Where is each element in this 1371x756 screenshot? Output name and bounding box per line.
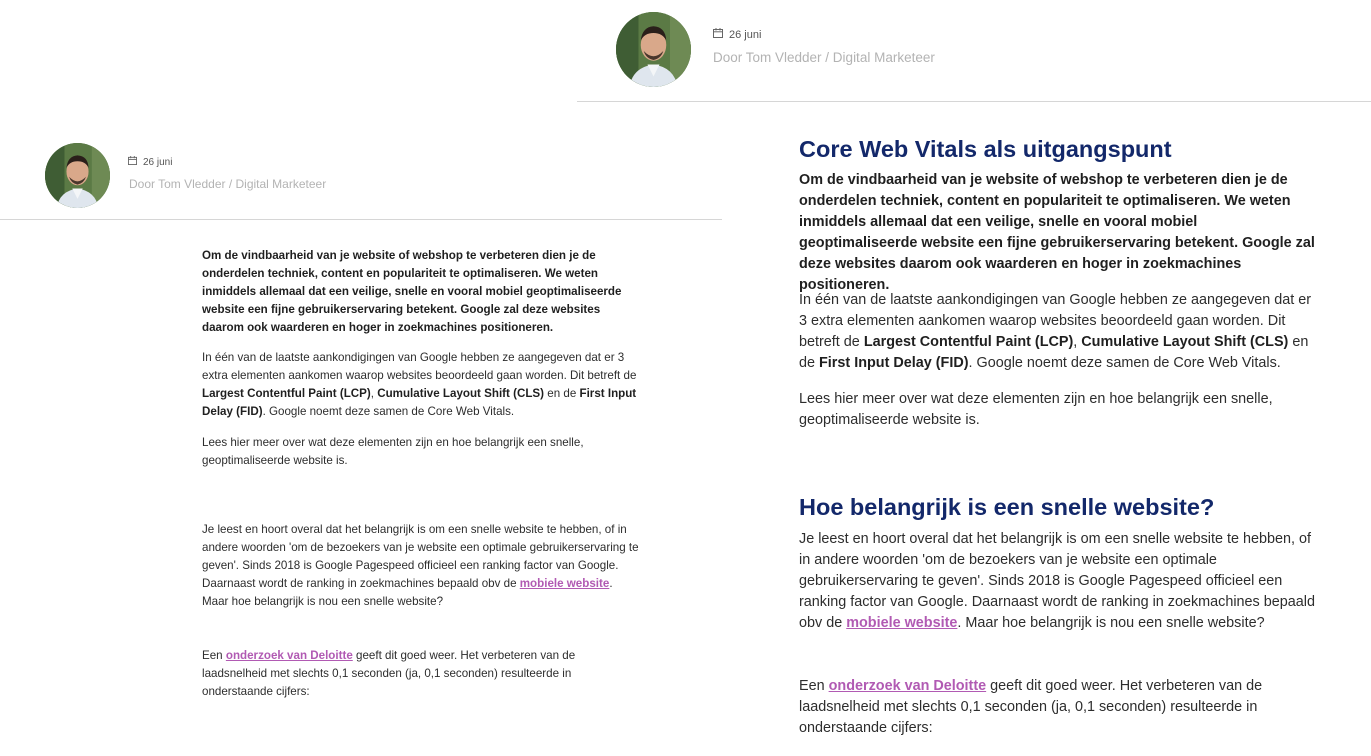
text-span: In één van de laatste aankondigingen van Google hebben ze aangegeven dat er 3 extra elementen aankomen waarop websites beoordeeld gaan worden. Dit betreft de — [202, 351, 637, 382]
article-paragraph — [202, 647, 642, 701]
text-span: . Google noemt deze samen de Core Web Vitals. — [262, 405, 515, 418]
post-date-text: 26 juni — [143, 156, 173, 168]
text-span: . Maar hoe belangrijk is nou een snelle website? — [202, 577, 613, 608]
section-heading — [799, 135, 1319, 163]
post-date — [713, 28, 761, 41]
article-intro — [799, 170, 1319, 296]
divider — [0, 219, 722, 220]
article-paragraph — [202, 434, 642, 470]
article-paragraph — [799, 290, 1319, 374]
paragraph-text — [799, 290, 1319, 374]
text-span: . Google noemt deze samen de Core Web Vitals. — [968, 355, 1281, 371]
paragraph-text: Lees hier meer over wat deze elementen zijn en hoe belangrijk een snelle, geoptimaliseerde website is. — [799, 391, 1273, 428]
author-photo — [45, 143, 110, 208]
article-paragraph — [202, 349, 642, 421]
text-span: geeft dit goed weer. Het verbeteren van de laadsnelheid met slechts 0,1 seconden (ja, 0,1 seconden) resulteerde in onderstaande cijfers: — [799, 678, 1263, 736]
text-span: Je leest en hoort overal dat het belangrijk is om een snelle website te hebben, of in andere woorden 'om de bezoekers van je website een optimale gebruikerservaring te geven'. Sinds 2018 is Google Pagespeed officieel een ranking factor van Google. Daarnaast wordt de ranking in zoekmachines bepaald obv de — [202, 523, 639, 590]
section-heading — [799, 493, 1319, 521]
text-span: Een — [799, 678, 829, 694]
paragraph-text — [799, 676, 1319, 739]
paragraph-text — [202, 521, 642, 611]
intro-text: Om de vindbaarheid van je website of webshop te verbeteren dien je de onderdelen techniek, content en populariteit te optimaliseren. We weten inmiddels allemaal dat een veilige, snelle en vooral mobiel geoptimaliseerde website een fijne gebruikerservaring betekent. Google zal deze websites daarom ook waarderen en hoger in zoekmachines positioneren. — [799, 172, 1315, 293]
article-paragraph — [799, 676, 1319, 739]
paragraph-text — [202, 647, 642, 701]
paragraph-text: Lees hier meer over wat deze elementen zijn en hoe belangrijk een snelle, geoptimaliseerde website is. — [202, 436, 584, 467]
deloitte-research-link[interactable]: onderzoek van Deloitte — [828, 678, 987, 694]
divider — [577, 101, 1371, 102]
intro-text: Om de vindbaarheid van je website of webshop te verbeteren dien je de onderdelen techniek, content en populariteit te optimaliseren. We weten inmiddels allemaal dat een veilige, snelle en vooral mobiel geoptimaliseerde website een fijne gebruikerservaring betekent. Google zal deze websites daarom ook waarderen en hoger in zoekmachines positioneren. — [202, 249, 622, 334]
term-fid: First Input Delay (FID) — [202, 387, 637, 418]
author-avatar — [45, 143, 110, 208]
term-lcp: Largest Contentful Paint (LCP) — [863, 334, 1074, 350]
article-intro — [202, 247, 642, 337]
text-span: . Maar hoe belangrijk is nou een snelle website? — [957, 615, 1265, 631]
text-span: geeft dit goed weer. Het verbeteren van de laadsnelheid met slechts 0,1 seconden (ja, 0,1 seconden) resulteerde in onderstaande cijfers: — [202, 649, 576, 698]
author-avatar — [616, 12, 691, 87]
post-byline: Door Tom Vledder / Digital Marketeer — [713, 50, 935, 65]
mobile-website-link[interactable]: mobiele website — [519, 577, 610, 590]
mobile-website-link[interactable]: mobiele website — [846, 615, 958, 631]
heading-fast-website: Hoe belangrijk is een snelle website? — [799, 494, 1215, 520]
text-span: en de — [799, 334, 1309, 371]
paragraph-text — [799, 529, 1319, 634]
term-fid: First Input Delay (FID) — [819, 355, 969, 371]
article-paragraph — [799, 389, 1319, 431]
article-paragraph — [202, 521, 642, 611]
heading-core-web-vitals: Core Web Vitals als uitgangspunt — [799, 136, 1172, 162]
text-span: Je leest en hoort overal dat het belangrijk is om een snelle website te hebben, of in andere woorden 'om de bezoekers van je website een optimale gebruikerservaring te geven'. Sinds 2018 is Google Pagespeed officieel een ranking factor van Google. Daarnaast wordt de ranking in zoekmachines bepaald obv de — [799, 531, 1315, 631]
post-byline: Door Tom Vledder / Digital Marketeer — [129, 177, 327, 191]
author-photo — [616, 12, 691, 87]
text-span: , — [1073, 334, 1082, 350]
term-cls: Cumulative Layout Shift (CLS) — [377, 387, 545, 400]
paragraph-text — [202, 349, 642, 421]
article-paragraph — [799, 529, 1319, 634]
calendar-icon — [128, 156, 137, 168]
text-span: In één van de laatste aankondigingen van Google hebben ze aangegeven dat er 3 extra elementen aankomen waarop websites beoordeeld gaan worden. Dit betreft de — [799, 292, 1312, 350]
post-date — [128, 156, 172, 168]
term-lcp: Largest Contentful Paint (LCP) — [202, 387, 371, 400]
text-span: Een — [202, 649, 226, 662]
calendar-icon — [713, 28, 723, 41]
post-date-text: 26 juni — [729, 28, 762, 41]
term-cls: Cumulative Layout Shift (CLS) — [1081, 334, 1289, 350]
text-span: en de — [544, 387, 580, 400]
deloitte-research-link[interactable]: onderzoek van Deloitte — [225, 649, 353, 662]
text-span: , — [370, 387, 378, 400]
